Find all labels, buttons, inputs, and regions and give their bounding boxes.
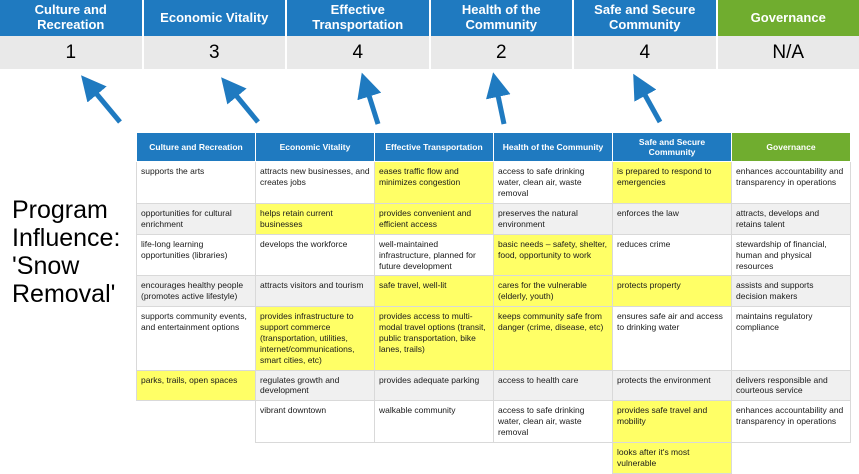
matrix-cell: supports community events, and entertainment options [137, 307, 256, 370]
caption-line-1: Program [12, 196, 132, 224]
matrix-cell: assists and supports decision makers [732, 276, 851, 307]
header-governance: Governance [718, 0, 859, 36]
matrix-cell [256, 442, 375, 473]
matrix-header-governance: Governance [732, 133, 851, 162]
matrix-header-safe-and-secure-community: Safe and Secure Community [613, 133, 732, 162]
caption-line-4: Removal' [12, 280, 132, 308]
matrix-header-culture-and-recreation: Culture and Recreation [137, 133, 256, 162]
matrix-cell: reduces crime [613, 234, 732, 276]
matrix-cell [494, 442, 613, 473]
matrix-cell: helps retain current businesses [256, 204, 375, 235]
matrix-cell [137, 401, 256, 443]
matrix-cell: provides access to multi-modal travel options (transit, public transportation, bike lanes, trails) [375, 307, 494, 370]
matrix-cell: keeps community safe from danger (crime, disease, etc) [494, 307, 613, 370]
matrix-cell: provides infrastructure to support commerce (transportation, utilities, internet/communications, smart cities, etc) [256, 307, 375, 370]
score-economic-vitality: 3 [144, 36, 288, 69]
matrix-cell: provides adequate parking [375, 370, 494, 401]
matrix-cell: safe travel, well-lit [375, 276, 494, 307]
matrix-cell: is prepared to respond to emergencies [613, 162, 732, 204]
matrix-cell: opportunities for cultural enrichment [137, 204, 256, 235]
table-row [137, 370, 851, 401]
score-band [0, 36, 859, 72]
matrix-cell: attracts new businesses, and creates jobs [256, 162, 375, 204]
matrix-header-economic-vitality: Economic Vitality [256, 133, 375, 162]
matrix-cell: enhances accountability and transparency in operations [732, 401, 851, 443]
caption-line-3: 'Snow [12, 252, 132, 280]
arrow-economic-vitality [230, 88, 258, 122]
program-influence-caption [12, 196, 132, 308]
matrix-cell: protects the environment [613, 370, 732, 401]
matrix-cell: access to safe drinking water, clean air, waste removal [494, 162, 613, 204]
arrow-effective-transportation [366, 86, 378, 124]
matrix-cell: cares for the vulnerable (elderly, youth) [494, 276, 613, 307]
matrix-cell: protects property [613, 276, 732, 307]
header-safe-and-secure-community: Safe and Secure Community [574, 0, 718, 36]
matrix-header-effective-transportation: Effective Transportation [375, 133, 494, 162]
matrix-cell [732, 442, 851, 473]
matrix-cell [375, 442, 494, 473]
matrix-cell: stewardship of financial, human and physical resources [732, 234, 851, 276]
matrix-cell: attracts, develops and retains talent [732, 204, 851, 235]
caption-line-2: Influence: [12, 224, 132, 252]
matrix-cell: encourages healthy people (promotes active lifestyle) [137, 276, 256, 307]
header-effective-transportation: Effective Transportation [287, 0, 431, 36]
matrix-cell: preserves the natural environment [494, 204, 613, 235]
table-row [137, 307, 851, 370]
table-row [137, 234, 851, 276]
table-row [137, 442, 851, 473]
score-health-of-the-community: 2 [431, 36, 575, 69]
matrix-header-health-of-the-community: Health of the Community [494, 133, 613, 162]
table-row [137, 276, 851, 307]
arrow-layer [0, 72, 859, 134]
matrix-cell: access to safe drinking water, clean air, waste removal [494, 401, 613, 443]
matrix-cell: life-long learning opportunities (libraries) [137, 234, 256, 276]
matrix-cell: supports the arts [137, 162, 256, 204]
matrix-cell: attracts visitors and tourism [256, 276, 375, 307]
matrix-cell: enhances accountability and transparency in operations [732, 162, 851, 204]
score-safe-and-secure-community: 4 [574, 36, 718, 69]
header-culture-and-recreation: Culture and Recreation [0, 0, 144, 36]
matrix-cell: access to health care [494, 370, 613, 401]
matrix-cell: eases traffic flow and minimizes congestion [375, 162, 494, 204]
matrix-cell: delivers responsible and courteous service [732, 370, 851, 401]
arrow-culture-and-recreation [90, 86, 120, 122]
matrix-cell: parks, trails, open spaces [137, 370, 256, 401]
matrix-body [137, 162, 851, 473]
matrix-cell: maintains regulatory compliance [732, 307, 851, 370]
matrix-cell: basic needs – safety, shelter, food, opportunity to work [494, 234, 613, 276]
table-row [137, 401, 851, 443]
matrix-cell: vibrant downtown [256, 401, 375, 443]
matrix-cell [137, 442, 256, 473]
matrix-cell: looks after it's most vulnerable [613, 442, 732, 473]
score-culture-and-recreation: 1 [0, 36, 144, 69]
score-governance: N/A [718, 36, 859, 69]
matrix-cell: provides convenient and efficient access [375, 204, 494, 235]
table-row [137, 204, 851, 235]
matrix-cell: ensures safe air and access to drinking water [613, 307, 732, 370]
priority-header-band [0, 0, 859, 36]
score-effective-transportation: 4 [287, 36, 431, 69]
table-row [137, 162, 851, 204]
arrow-safe-and-secure-community [640, 86, 660, 122]
arrows-svg [0, 72, 859, 134]
matrix-cell: regulates growth and development [256, 370, 375, 401]
matrix-cell: provides safe travel and mobility [613, 401, 732, 443]
arrow-health-of-the-community [496, 86, 504, 124]
matrix-header-row [137, 133, 851, 162]
matrix-cell: enforces the law [613, 204, 732, 235]
matrix-cell: walkable community [375, 401, 494, 443]
outcomes-matrix [136, 132, 851, 474]
matrix-cell: develops the workforce [256, 234, 375, 276]
matrix-cell: well-maintained infrastructure, planned for future development [375, 234, 494, 276]
header-economic-vitality: Economic Vitality [144, 0, 288, 36]
header-health-of-the-community: Health of the Community [431, 0, 575, 36]
